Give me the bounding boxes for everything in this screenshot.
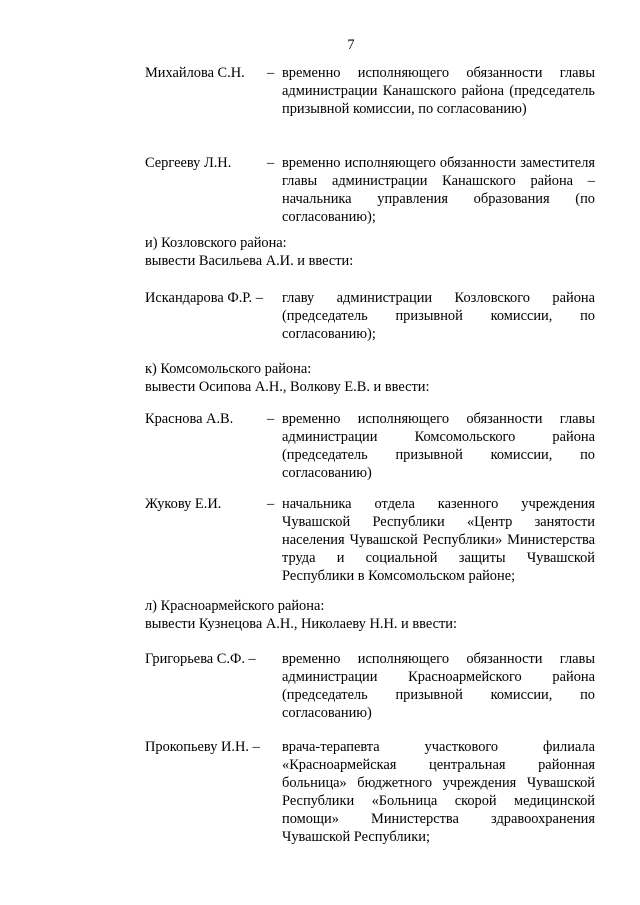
member-dash: –: [267, 496, 275, 512]
section-heading: к) Комсомольского района:: [145, 361, 312, 377]
member-position: начальника отдела казенного учреждения Чувашской Республики «Центр занятости населения Чувашской Республики» Министерства труда и социальной защиты Чувашской Республики в Комсомольском районе;: [282, 496, 595, 584]
member-entry-iskandarova: [145, 289, 595, 342]
member-position: временно исполняющего обязанности заместителя главы администрации Канашского района – начальника управления образования (по согласованию);: [282, 155, 595, 225]
member-position: временно исполняющего обязанности главы администрации Комсомольского района (председатель призывной комиссии, по согласованию): [282, 411, 595, 481]
member-entry-prokopeva: [145, 738, 595, 845]
member-entry-sergeeva: [145, 154, 595, 225]
member-position: временно исполняющего обязанности главы администрации Канашского района (председатель призывной комиссии, по согласованию): [282, 65, 595, 117]
member-dash: –: [267, 155, 275, 171]
member-name: Искандарова Ф.Р. –: [145, 290, 263, 306]
member-entry-krasnova: [145, 410, 595, 481]
page-number: 7: [347, 37, 355, 53]
member-position: врача-терапевта участкового филиала «Красноармейская центральная районная больница» бюджетного учреждения Чувашской Республики «Больница скорой медицинской помощи» Министерства здравоохранения Чувашской Республики;: [282, 739, 595, 845]
member-name: Сергееву Л.Н.: [145, 155, 232, 171]
member-name: Краснова А.В.: [145, 411, 234, 427]
member-entry-zhukova: [145, 495, 595, 584]
member-name: Михайлова С.Н.: [145, 65, 245, 81]
member-position: главу администрации Козловского района (председатель призывной комиссии, по согласованию);: [282, 290, 595, 342]
section-heading: л) Красноармейского района:: [145, 598, 325, 614]
section-heading: и) Козловского района:: [145, 235, 287, 251]
member-entry-grigoreva: [145, 650, 595, 721]
section-instruction: вывести Кузнецова А.Н., Николаеву Н.Н. и ввести:: [145, 616, 457, 632]
section-instruction: вывести Васильева А.И. и ввести:: [145, 253, 354, 269]
member-name: Григорьева С.Ф. –: [145, 651, 256, 667]
member-dash: –: [267, 411, 275, 427]
member-position: временно исполняющего обязанности главы администрации Красноармейского района (председатель призывной комиссии, по согласованию): [282, 651, 595, 721]
section-instruction: вывести Осипова А.Н., Волкову Е.В. и ввести:: [145, 379, 430, 395]
member-dash: –: [267, 65, 275, 81]
member-name: Прокопьеву И.Н. –: [145, 739, 260, 755]
member-entry-mikhailova: [145, 64, 595, 117]
member-name: Жукову Е.И.: [145, 496, 222, 512]
